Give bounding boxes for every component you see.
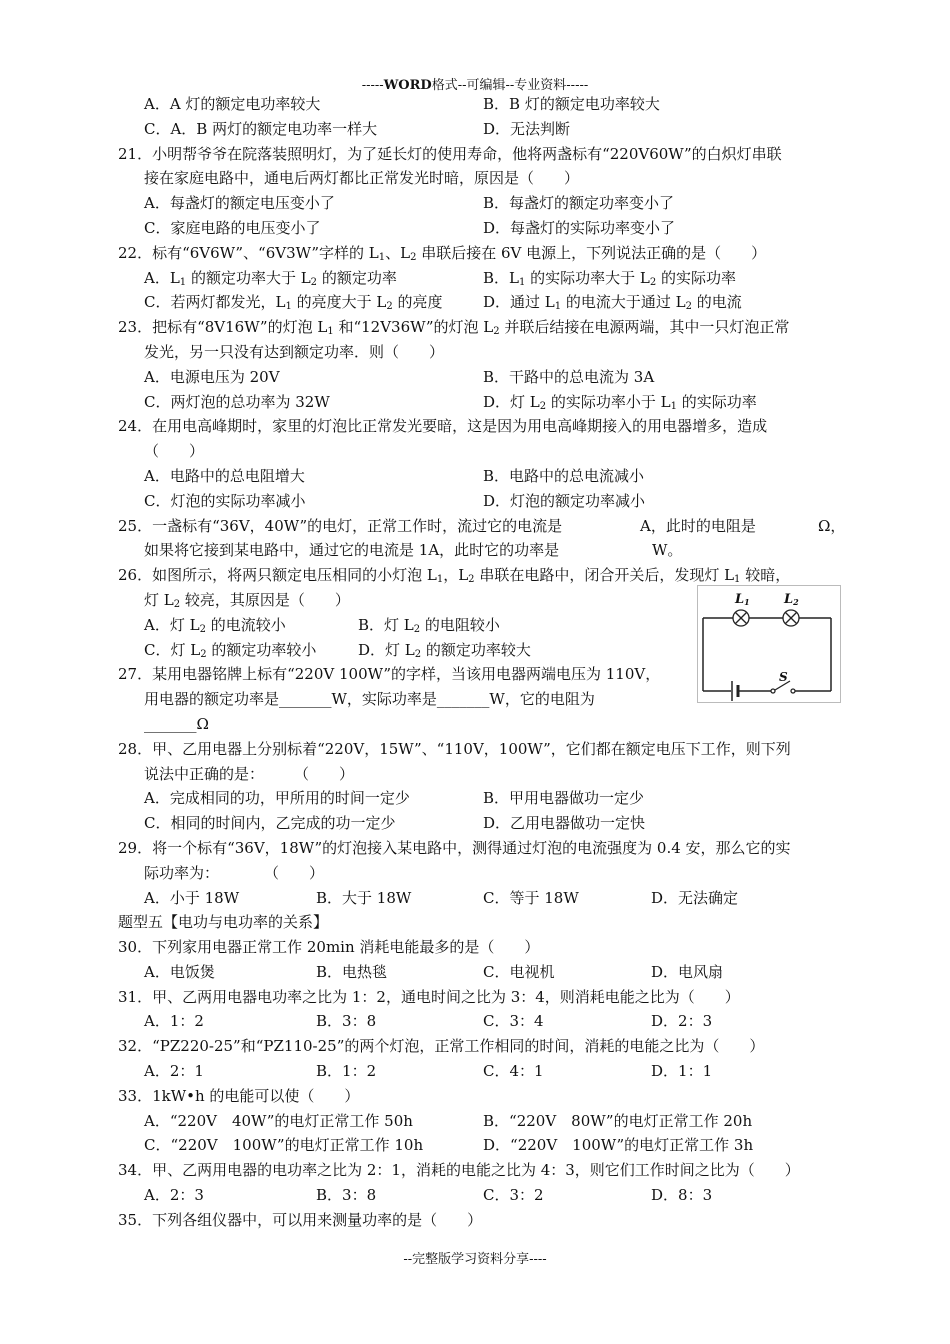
q28-option-c: C．相同的时间内，乙完成的功一定少 xyxy=(144,814,396,833)
lamp-l2-icon xyxy=(783,610,799,626)
q28-row2 xyxy=(118,811,840,836)
q26-stem-1: 26．如图所示，将两只额定电压相同的小灯泡 $L_1$，$L_2$ 串联在电路中，闭合开关后，发现灯 $L_1$ 较暗， xyxy=(118,566,791,586)
q27-stem-2: 用电器的额定功率是_______W，实际功率是_______W，它的电阻为 xyxy=(144,690,595,709)
q24-option-d: D．灯泡的额定功率减小 xyxy=(483,491,646,510)
q30-option-b: B．电热毯 xyxy=(316,962,388,981)
q32-option-d: D．1：1 xyxy=(651,1062,713,1081)
header-prefix: ----- xyxy=(361,78,384,93)
q35-stem: 35．下列各组仪器中，可以用来测量功率的是（ ） xyxy=(118,1210,483,1229)
q24-row2 xyxy=(118,489,840,514)
q26-stem-2: 灯 $L_2$ 较亮，其原因是（ ） xyxy=(144,590,350,610)
q23-option-a: A．电源电压为 20V xyxy=(144,367,280,386)
q26-option-d: D．灯 $L_2$ 的额定功率较大 xyxy=(358,640,531,660)
q21-row1 xyxy=(118,191,840,216)
q21-option-c: C．家庭电路的电压变小了 xyxy=(144,218,321,237)
q30-option-a: A．电饭煲 xyxy=(144,962,215,981)
q22-row2 xyxy=(118,290,840,315)
q24-option-c: C．灯泡的实际功率减小 xyxy=(144,491,306,510)
q21-option-d: D．每盏灯的实际功率变小了 xyxy=(483,218,676,237)
q31-row1 xyxy=(118,1009,840,1034)
q29-option-b: B．大于 18W xyxy=(316,888,412,907)
q30-row1 xyxy=(118,960,840,985)
q32-stem: 32．“PZ220-25”和“PZ110-25”的两个灯泡，正常工作相同的时间，消耗的电能之比为（ ） xyxy=(118,1037,765,1056)
lamp-l1-icon xyxy=(733,610,749,626)
q34-row1 xyxy=(118,1183,840,1208)
q29-option-d: D．无法确定 xyxy=(651,888,739,907)
page-header xyxy=(0,74,950,93)
q24-option-b: B．电路中的总电流减小 xyxy=(483,466,645,485)
label-l2: L2 xyxy=(784,592,799,607)
q24-stem-2: （ ） xyxy=(144,442,205,461)
q23-stem-2: 发光，另一只没有达到额定功率．则（ ） xyxy=(144,342,445,361)
q25-stem-2: 如果将它接到某电路中，通过它的电流是 1A，此时它的功率是 W。 xyxy=(144,541,683,560)
q33-option-a: A．“220V 40W”的电灯正常工作 50h xyxy=(144,1111,413,1130)
section-title: 题型五【电功与电功率的关系】 xyxy=(118,913,329,932)
q28-option-d: D．乙用电器做功一定快 xyxy=(483,814,646,833)
circuit-diagram xyxy=(697,585,841,703)
q23-row1 xyxy=(118,365,840,390)
q30-option-d: D．电风扇 xyxy=(651,962,724,981)
q30-stem: 30．下列家用电器正常工作 20min 消耗电能最多的是（ ） xyxy=(118,938,540,957)
header-bold: WORD xyxy=(383,78,432,93)
q31-option-a: A．1：2 xyxy=(144,1012,204,1031)
q20-option-c: C．A．B 两灯的额定电功率一样大 xyxy=(144,119,378,138)
q22-option-d: D．通过 $L_1$ 的电流大于通过 $L_2$ 的电流 xyxy=(483,293,742,313)
figure-border xyxy=(698,586,841,703)
q34-option-c: C．3：2 xyxy=(483,1186,544,1205)
q27-stem-3: _______Ω xyxy=(144,714,209,733)
header-rest: 格式--可编辑--专业资料----- xyxy=(431,78,589,93)
q32-option-c: C．4：1 xyxy=(483,1062,544,1081)
q21-option-a: A．每盏灯的额定电压变小了 xyxy=(144,194,335,213)
q33-row1 xyxy=(118,1109,840,1134)
q24-row1 xyxy=(118,464,840,489)
label-l1: L1 xyxy=(735,592,750,607)
q34-option-b: B．3：8 xyxy=(316,1186,377,1205)
q20-option-a: A．A 灯的额定电功率较大 xyxy=(144,95,321,113)
q29-option-c: C．等于 18W xyxy=(483,888,579,907)
q33-option-b: B．“220V 80W”的电灯正常工作 20h xyxy=(483,1111,753,1130)
q21-row2 xyxy=(118,216,840,241)
q32-option-b: B．1：2 xyxy=(316,1062,377,1081)
q22-option-c: C．若两灯都发光，$L_1$ 的亮度大于 $L_2$ 的亮度 xyxy=(144,293,443,313)
q31-stem: 31．甲、乙两用电器电功率之比为 1：2，通电时间之比为 3：4，则消耗电能之比为（ ） xyxy=(118,987,740,1006)
q20-option-b: B．B 灯的额定电功率较大 xyxy=(483,95,660,113)
q28-stem-2: 说法中正确的是： （ ） xyxy=(144,764,355,783)
q33-option-c: C．“220V 100W”的电灯正常工作 10h xyxy=(144,1136,424,1155)
q32-option-a: A．2：1 xyxy=(144,1062,204,1081)
q29-row1 xyxy=(118,886,840,911)
label-s: S xyxy=(779,670,788,684)
q23-row2 xyxy=(118,390,840,415)
q22-stem: 22．标有“6V6W”、“6V3W”字样的 $L_1$、$L_2$ 串联后接在 6V 电源上，下列说法正确的是（ ） xyxy=(118,243,767,263)
q24-stem-1: 24．在用电高峰期时，家里的灯泡比正常发光要暗，这是因为用电高峰期接入的用电器增多，造成 xyxy=(118,417,768,436)
q33-row2 xyxy=(118,1133,840,1158)
q32-row1 xyxy=(118,1059,840,1084)
q23-option-b: B．干路中的总电流为 3A xyxy=(483,367,655,386)
q24-option-a: A．电路中的总电阻增大 xyxy=(144,466,305,485)
q25-stem-1: 25．一盏标有“36V，40W”的电灯，正常工作时，流过它的电流是 A，此时的电阻是 Ω， xyxy=(118,516,846,535)
q20-row2 xyxy=(118,117,840,142)
q20-row1 xyxy=(118,92,840,117)
q31-option-b: B．3：8 xyxy=(316,1012,377,1031)
q21-option-b: B．每盏灯的额定功率变小了 xyxy=(483,194,675,213)
q20-option-d: D．无法判断 xyxy=(483,119,571,138)
q22-option-b: B．$L_1$ 的实际功率大于 $L_2$ 的实际功率 xyxy=(483,268,737,288)
q26-option-c: C．灯 $L_2$ 的额定功率较小 xyxy=(144,640,317,660)
q33-option-d: D．“220V 100W”的电灯正常工作 3h xyxy=(483,1136,754,1155)
q34-option-d: D．8：3 xyxy=(651,1186,713,1205)
q28-option-b: B．甲用电器做功一定少 xyxy=(483,789,645,808)
circuit-wires xyxy=(703,618,831,691)
q29-option-a: A．小于 18W xyxy=(144,888,240,907)
q34-stem: 34．甲、乙两用电器的电功率之比为 2：1，消耗的电能之比为 4：3，则它们工作时间之比为（ ） xyxy=(118,1161,800,1180)
q22-row1 xyxy=(118,266,840,291)
q28-stem-1: 28．甲、乙用电器上分别标着“220V，15W”、“110V，100W”，它们都在额定电压下工作，则下列 xyxy=(118,739,791,758)
q26-option-a: A．灯 $L_2$ 的电流较小 xyxy=(144,615,286,635)
q22-option-a: A．$L_1$ 的额定功率大于 $L_2$ 的额定功率 xyxy=(144,268,397,288)
q26-option-b: B．灯 $L_2$ 的电阻较小 xyxy=(358,615,500,635)
q23-option-c: C．两灯泡的总功率为 32W xyxy=(144,392,330,411)
q29-stem-1: 29．将一个标有“36V，18W”的灯泡接入某电路中，测得通过灯泡的电流强度为 0.4 安，那么它的实 xyxy=(118,838,791,857)
q23-stem-1: 23．把标有“8V16W”的灯泡 $L_1$ 和“12V36W”的灯泡 $L_2$ 并联后结接在电源两端，其中一只灯泡正常 xyxy=(118,318,790,338)
page-footer: --完整版学习资料分享---- xyxy=(403,1252,547,1267)
q28-row1 xyxy=(118,786,840,811)
q33-stem: 33．1kW•h 的电能可以使（ ） xyxy=(118,1086,360,1105)
q30-option-c: C．电视机 xyxy=(483,962,555,981)
q27-stem-1: 27．某用电器铭牌上标有“220V 100W”的字样，当该用电器两端电压为 110V， xyxy=(118,665,661,684)
q31-option-c: C．3：4 xyxy=(483,1012,544,1031)
q29-stem-2: 际功率为： （ ） xyxy=(144,863,325,882)
q23-option-d: D．灯 $L_2$ 的实际功率小于 $L_1$ 的实际功率 xyxy=(483,392,757,412)
q31-option-d: D．2：3 xyxy=(651,1012,713,1031)
q28-option-a: A．完成相同的功，甲所用的时间一定少 xyxy=(144,789,410,808)
q34-option-a: A．2：3 xyxy=(144,1186,204,1205)
q21-stem-2: 接在家庭电路中，通电后两灯都比正常发光时暗，原因是（ ） xyxy=(144,169,580,188)
q21-stem-1: 21．小明帮爷爷在院落装照明灯，为了延长灯的使用寿命，他将两盏标有“220V60W”的白炽灯串联 xyxy=(118,144,782,163)
battery-icon xyxy=(732,681,738,701)
